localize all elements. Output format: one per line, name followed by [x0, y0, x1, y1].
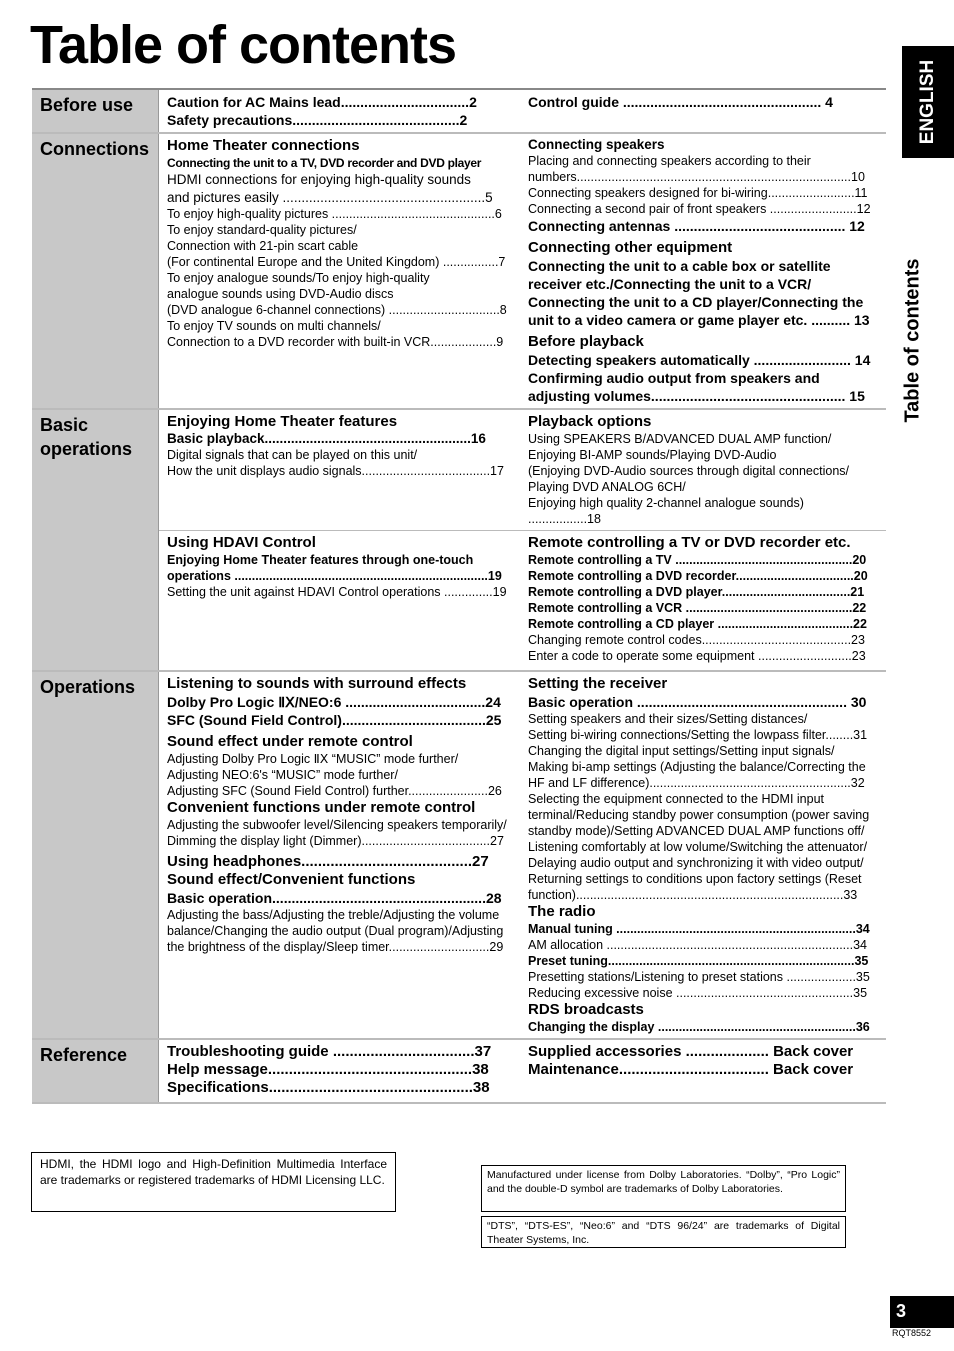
toc-heading[interactable]: Connecting speakers: [528, 137, 665, 152]
toc-entry[interactable]: Setting speakers and their sizes/Setting distances/: [528, 712, 808, 726]
dts-trademark-note: “DTS”, “DTS-ES”, “Neo:6” and “DTS 96/24” are trademarks of Digital Theater Systems, Inc.: [481, 1216, 846, 1248]
toc-heading[interactable]: Setting the receiver: [528, 675, 668, 692]
toc-entry[interactable]: Connecting the unit to a cable box or satellite: [528, 258, 831, 274]
toc-entry[interactable]: (For continental Europe and the United Kingdom) ................7: [167, 255, 506, 269]
toc-entry[interactable]: Changing the digital input settings/Setting input signals/: [528, 744, 835, 758]
hdmi-trademark-note: HDMI, the HDMI logo and High-Definition Multimedia Interface are trademarks or registered trademarks of HDMI Licensing LLC.: [31, 1152, 396, 1212]
toc-entry[interactable]: Remote controlling a DVD recorder..................................20: [528, 569, 868, 583]
section-label: Before use: [32, 90, 159, 132]
toc-entry[interactable]: Remote controlling a VCR ................................................22: [528, 601, 867, 615]
toc-entry[interactable]: (DVD analogue 6-channel connections) ................................8: [167, 303, 507, 317]
toc-entry[interactable]: Enter a code to operate some equipment ...........................23: [528, 649, 866, 663]
toc-entry[interactable]: Specifications.................................................38: [167, 1079, 490, 1096]
toc-entry[interactable]: Adjusting Dolby Pro Logic ⅡⅩ “MUSIC” mode further/: [167, 752, 459, 766]
toc-heading[interactable]: Using HDAVI Control: [167, 534, 316, 551]
toc-heading[interactable]: RDS broadcasts: [528, 1001, 644, 1018]
toc-entry[interactable]: Changing the display .........................................................36: [528, 1020, 870, 1034]
toc-entry[interactable]: Digital signals that can be played on this unit/: [167, 448, 418, 462]
toc-entry[interactable]: Maintenance.................................... Back cover: [528, 1061, 854, 1078]
toc-entry[interactable]: Basic operation ...................................................... 30: [528, 694, 867, 710]
toc-entry[interactable]: Connecting speakers designed for bi-wiring.........................11: [528, 186, 868, 200]
toc-entry[interactable]: SFC (Sound Field Control).....................................25: [167, 712, 502, 728]
section-reference: [32, 1040, 886, 1104]
toc-entry[interactable]: Setting bi-wiring connections/Setting the lowpass filter........31: [528, 728, 868, 742]
toc-entry[interactable]: Presetting stations/Listening to preset stations ....................35: [528, 970, 870, 984]
toc-entry[interactable]: function).............................................................................33: [528, 888, 858, 902]
section-basic-operations: [32, 410, 886, 672]
toc-entry[interactable]: Remote controlling a CD player .......................................22: [528, 617, 867, 631]
toc-entry[interactable]: analogue sounds using DVD-Audio discs: [167, 287, 394, 301]
toc-entry[interactable]: Detecting speakers automatically ......................... 14: [528, 352, 871, 368]
page-number: 3: [890, 1296, 954, 1328]
toc-entry[interactable]: terminal/Reducing standby power consumption (power saving: [528, 808, 870, 822]
toc-entry[interactable]: Connecting the unit to a TV, DVD recorder and DVD player: [167, 156, 482, 170]
toc-entry[interactable]: How the unit displays audio signals.....................................17: [167, 464, 504, 478]
toc-entry[interactable]: Basic operation.......................................................28: [167, 890, 502, 906]
side-label: [895, 257, 931, 423]
toc-entry[interactable]: Playing DVD ANALOG 6CH/: [528, 480, 686, 494]
section-label: Reference: [32, 1040, 159, 1102]
toc-heading[interactable]: Listening to sounds with surround effects: [167, 675, 467, 692]
toc-entry[interactable]: Adjusting SFC (Sound Field Control) further.......................26: [167, 784, 502, 798]
toc-heading[interactable]: Remote controlling a TV or DVD recorder etc.: [528, 534, 851, 551]
toc-heading[interactable]: Convenient functions under remote control: [167, 799, 476, 816]
toc-entry[interactable]: Listening comfortably at low volume/Switching the attenuator/: [528, 840, 868, 854]
toc-entry[interactable]: and pictures easily ......................................................5: [167, 189, 493, 205]
language-tab: [902, 46, 954, 158]
toc-entry[interactable]: Supplied accessories .................... Back cover: [528, 1043, 854, 1060]
toc-entry[interactable]: operations .........................................................................19: [167, 569, 502, 583]
toc-entry[interactable]: Remote controlling a DVD player.....................................21: [528, 585, 865, 599]
toc-entry[interactable]: AM allocation .......................................................................34: [528, 938, 867, 952]
toc-entry[interactable]: Help message.................................................38: [167, 1061, 489, 1078]
toc-entry[interactable]: (Enjoying DVD-Audio sources through digital connections/: [528, 464, 850, 478]
toc-entry[interactable]: Remote controlling a TV ...................................................20: [528, 553, 867, 567]
dolby-trademark-note: Manufactured under license from Dolby Laboratories. “Dolby”, “Pro Logic” and the double-D symbol are trademarks of Dolby Laboratories.: [481, 1165, 846, 1212]
toc-entry[interactable]: Connection with 21-pin scart cable: [167, 239, 359, 253]
toc-heading[interactable]: Sound effect under remote control: [167, 733, 413, 750]
side-label-text: Table of contents: [901, 257, 924, 423]
toc-heading[interactable]: The radio: [528, 903, 596, 920]
toc-entry[interactable]: Preset tuning.......................................................................35: [528, 954, 869, 968]
toc-entry[interactable]: unit to a video camera or game player etc. .......... 13: [528, 312, 870, 328]
toc-entry[interactable]: To enjoy high-quality pictures ...............................................6: [167, 207, 502, 221]
toc-heading[interactable]: Enjoying Home Theater features: [167, 413, 398, 430]
toc-entry[interactable]: Connecting a second pair of front speakers .........................12: [528, 202, 871, 216]
toc-heading[interactable]: Home Theater connections: [167, 137, 360, 154]
toc-entry[interactable]: Troubleshooting guide ..................................37: [167, 1043, 492, 1060]
document-code: RQT8552: [892, 1328, 932, 1338]
toc-entry[interactable]: adjusting volumes.................................................. 15: [528, 388, 865, 404]
toc-entry[interactable]: Connecting the unit to a CD player/Connecting the: [528, 294, 864, 310]
toc-entry[interactable]: Adjusting the subwoofer level/Silencing speakers temporarily/: [167, 818, 507, 832]
toc-entry[interactable]: Enjoying BI-AMP sounds/Playing DVD-Audio: [528, 448, 777, 462]
page-title: Table of contents: [30, 15, 457, 75]
section-label: Connections: [32, 134, 159, 408]
toc-entry[interactable]: Adjusting the bass/Adjusting the treble/Adjusting the volume: [167, 908, 500, 922]
section-label: Basic operations: [32, 410, 159, 670]
toc-entry[interactable]: Manual tuning .....................................................................34: [528, 922, 870, 936]
toc-entry[interactable]: Adjusting NEO:6's “MUSIC” mode further/: [167, 768, 398, 782]
toc-entry[interactable]: standby mode)/Setting ADVANCED DUAL AMP functions off/: [528, 824, 865, 838]
section-before-use: [32, 90, 886, 134]
toc-entry[interactable]: Basic playback.......................................................16: [167, 431, 486, 446]
toc-entry[interactable]: Changing remote control codes...........................................23: [528, 633, 865, 647]
toc-entry[interactable]: balance/Changing the audio output (Dual program)/Adjusting: [167, 924, 504, 938]
toc-entry[interactable]: To enjoy standard-quality pictures/: [167, 223, 357, 237]
toc-entry[interactable]: Setting the unit against HDAVI Control operations ..............19: [167, 585, 507, 599]
toc-entry[interactable]: Making bi-amp settings (Adjusting the balance/Correcting the: [528, 760, 866, 774]
toc-heading[interactable]: Connecting other equipment: [528, 239, 733, 256]
toc-entry[interactable]: Dimming the display light (Dimmer).....................................27: [167, 834, 504, 848]
toc-entry[interactable]: Connecting antennas ............................................ 12: [528, 218, 865, 234]
section-operations: [32, 672, 886, 1040]
toc-heading[interactable]: Before playback: [528, 333, 644, 350]
toc-entry[interactable]: the brightness of the display/Sleep timer.............................29: [167, 940, 504, 954]
toc-table: [32, 88, 886, 1104]
toc-entry[interactable]: Safety precautions...........................................2: [167, 112, 468, 128]
section-connections: [32, 134, 886, 410]
toc-entry[interactable]: Control guide ................................................... 4: [528, 94, 833, 110]
toc-entry[interactable]: numbers...............................................................................10: [528, 170, 865, 184]
language-label: ENGLISH: [917, 59, 939, 145]
toc-entry[interactable]: Reducing excessive noise ...................................................35: [528, 986, 868, 1000]
toc-entry[interactable]: HDMI connections for enjoying high-quality sounds: [167, 172, 471, 187]
toc-entry[interactable]: Returning settings to conditions upon factory settings (Reset: [528, 872, 862, 886]
toc-entry[interactable]: Placing and connecting speakers according to their: [528, 154, 811, 168]
toc-heading[interactable]: Playback options: [528, 413, 652, 430]
toc-entry[interactable]: Dolby Pro Logic ⅡⅩ/NEO:6 ....................................24: [167, 694, 501, 710]
toc-heading[interactable]: Using headphones.........................................27: [167, 853, 489, 870]
toc-entry[interactable]: Connection to a DVD recorder with built-in VCR...................9: [167, 335, 504, 349]
toc-entry[interactable]: Enjoying Home Theater features through one-touch: [167, 553, 474, 567]
toc-entry[interactable]: Caution for AC Mains lead.................................2: [167, 94, 477, 110]
toc-entry[interactable]: To enjoy TV sounds on multi channels/: [167, 319, 381, 333]
toc-entry[interactable]: To enjoy analogue sounds/To enjoy high-quality: [167, 271, 430, 285]
toc-heading[interactable]: Sound effect/Convenient functions: [167, 871, 416, 888]
toc-entry[interactable]: Confirming audio output from speakers and: [528, 370, 820, 386]
toc-entry[interactable]: Enjoying high quality 2-channel analogue sounds) .................18: [528, 496, 804, 526]
section-label: Operations: [32, 672, 159, 1038]
toc-entry[interactable]: receiver etc./Connecting the unit to a VCR/: [528, 276, 812, 292]
toc-entry[interactable]: Delaying audio output and synchronizing it with video output/: [528, 856, 864, 870]
toc-entry[interactable]: Using SPEAKERS B/ADVANCED DUAL AMP function/: [528, 432, 832, 446]
toc-entry[interactable]: HF and LF difference)..........................................................32: [528, 776, 865, 790]
toc-entry[interactable]: Selecting the equipment connected to the HDMI input: [528, 792, 825, 806]
